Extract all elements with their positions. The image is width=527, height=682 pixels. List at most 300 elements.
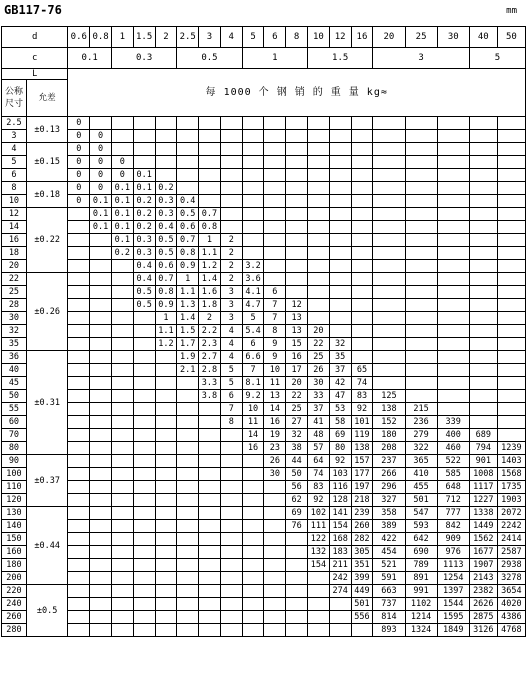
weight-cell: 0.5: [155, 247, 177, 260]
weight-cell: [351, 143, 373, 156]
weight-cell: 11: [242, 416, 264, 429]
weight-cell: [286, 559, 308, 572]
table-row: [2, 546, 526, 559]
weight-cell: [373, 299, 405, 312]
table-row: [2, 143, 526, 156]
weight-cell: [437, 299, 469, 312]
weight-cell: 0.7: [155, 273, 177, 286]
weight-cell: 215: [405, 403, 437, 416]
weight-cell: [177, 169, 199, 182]
weight-cell: 6.6: [242, 351, 264, 364]
weight-cell: [329, 143, 351, 156]
weight-cell: [405, 117, 437, 130]
weight-cell: [199, 182, 221, 195]
weight-cell: [264, 507, 286, 520]
weight-cell: 57: [308, 442, 330, 455]
weight-cell: [111, 390, 133, 403]
c-value: 3: [373, 48, 469, 69]
weight-cell: 410: [405, 468, 437, 481]
weight-cell: [111, 624, 133, 637]
weight-cell: [111, 429, 133, 442]
weight-cell: 2875: [469, 611, 497, 624]
weight-cell: [111, 325, 133, 338]
weight-cell: [155, 533, 177, 546]
weight-cell: 92: [329, 455, 351, 468]
weight-cell: [68, 377, 90, 390]
weight-cell: 339: [437, 416, 469, 429]
weight-cell: [68, 559, 90, 572]
weight-cell: 138: [351, 442, 373, 455]
weight-cell: 0: [90, 169, 112, 182]
weight-cell: [111, 351, 133, 364]
weight-cell: [242, 169, 264, 182]
weight-cell: [351, 169, 373, 182]
weight-cell: 242: [329, 572, 351, 585]
weight-cell: [242, 598, 264, 611]
weight-cell: [220, 429, 242, 442]
weight-cell: 6: [220, 390, 242, 403]
weight-cell: [308, 572, 330, 585]
unit-label: mm: [506, 6, 517, 16]
weight-cell: [199, 117, 221, 130]
weight-cell: 69: [286, 507, 308, 520]
weight-cell: [308, 312, 330, 325]
weight-cell: 2.3: [199, 338, 221, 351]
d-value: 10: [308, 27, 330, 48]
weight-cell: [111, 260, 133, 273]
weight-cell: [242, 156, 264, 169]
weight-cell: 8: [264, 325, 286, 338]
table-row: [2, 364, 526, 377]
weight-cell: 2143: [469, 572, 497, 585]
weight-cell: [133, 403, 155, 416]
table-row: [2, 195, 526, 208]
c-value: 0.5: [177, 48, 242, 69]
weight-cell: [351, 624, 373, 637]
weight-cell: [329, 312, 351, 325]
weight-cell: [308, 624, 330, 637]
weight-cell: 399: [351, 572, 373, 585]
table-row: [2, 611, 526, 624]
weight-cell: [90, 247, 112, 260]
weight-cell: [90, 377, 112, 390]
weight-cell: 0: [68, 195, 90, 208]
weight-cell: 8: [220, 416, 242, 429]
weight-cell: [199, 143, 221, 156]
weight-cell: 1.6: [199, 286, 221, 299]
weight-cell: 11: [264, 377, 286, 390]
weight-cell: 1338: [469, 507, 497, 520]
weight-cell: 211: [329, 559, 351, 572]
d-value: 40: [469, 27, 497, 48]
weight-cell: [199, 546, 221, 559]
weight-cell: 789: [405, 559, 437, 572]
weight-cell: 22: [286, 390, 308, 403]
table-row: [2, 312, 526, 325]
weight-cell: [497, 221, 525, 234]
weight-cell: [90, 572, 112, 585]
weight-cell: 400: [437, 429, 469, 442]
weight-cell: 0.8: [155, 286, 177, 299]
weight-cell: [111, 481, 133, 494]
weight-cell: [133, 494, 155, 507]
weight-cell: [199, 585, 221, 598]
weight-cell: [437, 260, 469, 273]
weight-cell: [286, 598, 308, 611]
weight-cell: [264, 208, 286, 221]
weight-cell: [286, 130, 308, 143]
weight-cell: [242, 208, 264, 221]
weight-cell: [220, 611, 242, 624]
weight-cell: 42: [329, 377, 351, 390]
weight-cell: [308, 143, 330, 156]
weight-cell: 1.1: [199, 247, 221, 260]
weight-cell: [111, 403, 133, 416]
weight-cell: [155, 377, 177, 390]
weight-cell: [90, 546, 112, 559]
table-row: [2, 585, 526, 598]
weight-cell: [437, 143, 469, 156]
weight-cell: 32: [286, 429, 308, 442]
weight-cell: [405, 247, 437, 260]
weight-cell: 64: [308, 455, 330, 468]
weight-cell: [329, 598, 351, 611]
weight-cell: [177, 520, 199, 533]
weight-cell: [497, 429, 525, 442]
weight-cell: [133, 364, 155, 377]
weight-cell: [199, 429, 221, 442]
weight-cell: 1.8: [199, 299, 221, 312]
weight-cell: [68, 325, 90, 338]
table-row: [2, 442, 526, 455]
weight-cell: [373, 169, 405, 182]
weight-cell: [90, 468, 112, 481]
weight-cell: [90, 429, 112, 442]
weight-cell: [155, 351, 177, 364]
table-row: [2, 520, 526, 533]
weight-cell: [405, 130, 437, 143]
weight-cell: 10: [264, 364, 286, 377]
weight-cell: [111, 117, 133, 130]
weight-cell: 102: [308, 507, 330, 520]
weight-cell: 389: [373, 520, 405, 533]
length-label-1: 公称: [4, 87, 23, 97]
weight-cell: [155, 390, 177, 403]
weight-cell: [155, 494, 177, 507]
weight-cell: 0.1: [133, 169, 155, 182]
weight-cell: 208: [373, 442, 405, 455]
weight-cell: 2.2: [199, 325, 221, 338]
weight-cell: [90, 234, 112, 247]
length-value: 160: [2, 546, 27, 559]
weight-cell: 1903: [497, 494, 525, 507]
weight-cell: 0.6: [177, 221, 199, 234]
weight-cell: [133, 442, 155, 455]
weight-cell: [469, 143, 497, 156]
weight-cell: [111, 559, 133, 572]
c-value: 0.3: [111, 48, 176, 69]
weight-cell: 74: [351, 377, 373, 390]
table-row: [2, 351, 526, 364]
weight-cell: [68, 364, 90, 377]
weight-cell: [68, 585, 90, 598]
weight-cell: [155, 611, 177, 624]
weight-cell: [199, 611, 221, 624]
weight-cell: [329, 156, 351, 169]
weight-cell: 48: [308, 429, 330, 442]
weight-cell: 3126: [469, 624, 497, 637]
weight-cell: 0: [90, 156, 112, 169]
weight-cell: [177, 559, 199, 572]
weight-cell: 152: [373, 416, 405, 429]
weight-cell: [405, 377, 437, 390]
tolerance-value: ±0.13: [26, 117, 68, 143]
weight-cell: [90, 286, 112, 299]
length-value: 55: [2, 403, 27, 416]
weight-cell: 47: [329, 390, 351, 403]
weight-cell: 279: [405, 429, 437, 442]
weight-cell: 0.3: [133, 247, 155, 260]
weight-cell: 737: [373, 598, 405, 611]
weight-cell: [264, 260, 286, 273]
weight-cell: [286, 546, 308, 559]
length-value: 280: [2, 624, 27, 637]
weight-cell: [177, 585, 199, 598]
weight-cell: 0.6: [155, 260, 177, 273]
weight-cell: 1562: [469, 533, 497, 546]
weight-cell: 591: [373, 572, 405, 585]
weight-cell: [155, 624, 177, 637]
weight-cell: 16: [264, 416, 286, 429]
weight-cell: [155, 130, 177, 143]
weight-cell: 16: [286, 351, 308, 364]
weight-cell: [133, 390, 155, 403]
weight-cell: [155, 429, 177, 442]
weight-cell: [242, 130, 264, 143]
weight-cell: [286, 624, 308, 637]
weight-cell: [329, 286, 351, 299]
weight-cell: [90, 117, 112, 130]
weight-cell: [220, 143, 242, 156]
weight-cell: 4: [220, 338, 242, 351]
weight-cell: 901: [469, 455, 497, 468]
weight-cell: [497, 390, 525, 403]
c-value: 1: [242, 48, 307, 69]
weight-cell: [437, 377, 469, 390]
weight-cell: [90, 442, 112, 455]
weight-cell: [155, 403, 177, 416]
weight-cell: 101: [351, 416, 373, 429]
weight-cell: [90, 299, 112, 312]
weight-cell: [437, 312, 469, 325]
weight-cell: 0.1: [111, 182, 133, 195]
weight-cell: 4020: [497, 598, 525, 611]
tolerance-value: ±0.22: [26, 208, 68, 273]
weight-cell: [242, 481, 264, 494]
weight-cell: [264, 182, 286, 195]
weight-cell: [497, 325, 525, 338]
weight-cell: [177, 533, 199, 546]
weight-cell: 30: [264, 468, 286, 481]
weight-cell: 794: [469, 442, 497, 455]
weight-cell: 5: [220, 364, 242, 377]
length-value: 70: [2, 429, 27, 442]
length-header: [2, 80, 27, 117]
weight-cell: [68, 533, 90, 546]
table-row: [2, 533, 526, 546]
weight-cell: 0.1: [111, 234, 133, 247]
weight-cell: 119: [351, 429, 373, 442]
weight-cell: [68, 208, 90, 221]
weight-cell: [177, 624, 199, 637]
weight-cell: [220, 468, 242, 481]
weight-cell: [264, 169, 286, 182]
d-value: 12: [329, 27, 351, 48]
weight-cell: 1544: [437, 598, 469, 611]
weight-cell: [351, 130, 373, 143]
weight-cell: [373, 143, 405, 156]
weight-cell: 0.1: [133, 182, 155, 195]
weight-cell: 154: [329, 520, 351, 533]
weight-cell: 2.8: [199, 364, 221, 377]
weight-cell: 1.7: [177, 338, 199, 351]
weight-cell: [133, 520, 155, 533]
weight-cell: [405, 273, 437, 286]
d-value: 50: [497, 27, 525, 48]
weight-cell: 180: [373, 429, 405, 442]
weight-cell: [351, 156, 373, 169]
weight-cell: [264, 195, 286, 208]
weight-cell: 14: [264, 403, 286, 416]
weight-cell: [242, 585, 264, 598]
c-value: 5: [469, 48, 525, 69]
weight-cell: [155, 468, 177, 481]
weight-cell: 20: [286, 377, 308, 390]
weight-cell: [405, 234, 437, 247]
weight-cell: [111, 494, 133, 507]
table-row: [2, 598, 526, 611]
weight-cell: [133, 598, 155, 611]
weight-cell: [199, 507, 221, 520]
weight-cell: [220, 169, 242, 182]
weight-cell: [155, 169, 177, 182]
l-header-row: [2, 69, 526, 80]
weight-cell: 3654: [497, 585, 525, 598]
length-value: 120: [2, 494, 27, 507]
weight-cell: 0.5: [133, 286, 155, 299]
weight-cell: [497, 377, 525, 390]
weight-cell: [469, 312, 497, 325]
weight-cell: [469, 299, 497, 312]
weight-cell: [177, 390, 199, 403]
l-label: L: [2, 69, 68, 80]
weight-cell: [308, 117, 330, 130]
weight-cell: [308, 286, 330, 299]
weight-cell: [177, 403, 199, 416]
weight-cell: [497, 143, 525, 156]
weight-cell: 44: [286, 455, 308, 468]
weight-cell: [351, 286, 373, 299]
weight-cell: [329, 624, 351, 637]
weight-cell: [329, 234, 351, 247]
weight-cell: [242, 611, 264, 624]
weight-cell: [437, 286, 469, 299]
weight-cell: 141: [329, 507, 351, 520]
weight-cell: 1.2: [155, 338, 177, 351]
length-value: 60: [2, 416, 27, 429]
weight-cell: 585: [437, 468, 469, 481]
weight-cell: [242, 221, 264, 234]
weight-cell: [286, 585, 308, 598]
weight-cell: [199, 442, 221, 455]
weight-cell: [90, 455, 112, 468]
weight-cell: [133, 377, 155, 390]
weight-cell: [90, 494, 112, 507]
weight-cell: 41: [308, 416, 330, 429]
weight-cell: [469, 156, 497, 169]
weight-cell: 0: [90, 182, 112, 195]
weight-cell: [329, 221, 351, 234]
weight-cell: [242, 234, 264, 247]
weight-cell: [437, 195, 469, 208]
weight-cell: [405, 364, 437, 377]
weight-cell: [177, 507, 199, 520]
weight-cell: 2: [199, 312, 221, 325]
weight-cell: [405, 351, 437, 364]
weight-cell: 449: [351, 585, 373, 598]
weight-cell: [497, 182, 525, 195]
weight-cell: [111, 611, 133, 624]
weight-cell: 2587: [497, 546, 525, 559]
weight-cell: [133, 416, 155, 429]
weight-cell: [373, 221, 405, 234]
weight-cell: [308, 195, 330, 208]
length-value: 25: [2, 286, 27, 299]
weight-cell: 1.9: [177, 351, 199, 364]
weight-cell: [373, 130, 405, 143]
weight-cell: [133, 585, 155, 598]
weight-cell: 814: [373, 611, 405, 624]
weight-cell: [111, 468, 133, 481]
weight-cell: 909: [437, 533, 469, 546]
weight-cell: [90, 598, 112, 611]
weight-cell: 25: [308, 351, 330, 364]
weight-cell: 132: [308, 546, 330, 559]
weight-cell: [437, 234, 469, 247]
weight-cell: 0: [68, 169, 90, 182]
weight-cell: [68, 416, 90, 429]
weight-cell: [155, 143, 177, 156]
weight-cell: 3.6: [242, 273, 264, 286]
weight-cell: [177, 481, 199, 494]
weight-cell: [155, 455, 177, 468]
weight-cell: [264, 624, 286, 637]
weight-cell: 2: [220, 260, 242, 273]
weight-cell: 0.2: [111, 247, 133, 260]
weight-cell: 547: [405, 507, 437, 520]
weight-cell: [373, 208, 405, 221]
weight-cell: 4.1: [242, 286, 264, 299]
weight-cell: 50: [286, 468, 308, 481]
weight-cell: [177, 377, 199, 390]
weight-cell: [308, 169, 330, 182]
weight-table: [1, 26, 526, 637]
length-value: 36: [2, 351, 27, 364]
table-row: [2, 247, 526, 260]
weight-cell: [286, 260, 308, 273]
weight-cell: [68, 286, 90, 299]
weight-cell: 13: [264, 390, 286, 403]
